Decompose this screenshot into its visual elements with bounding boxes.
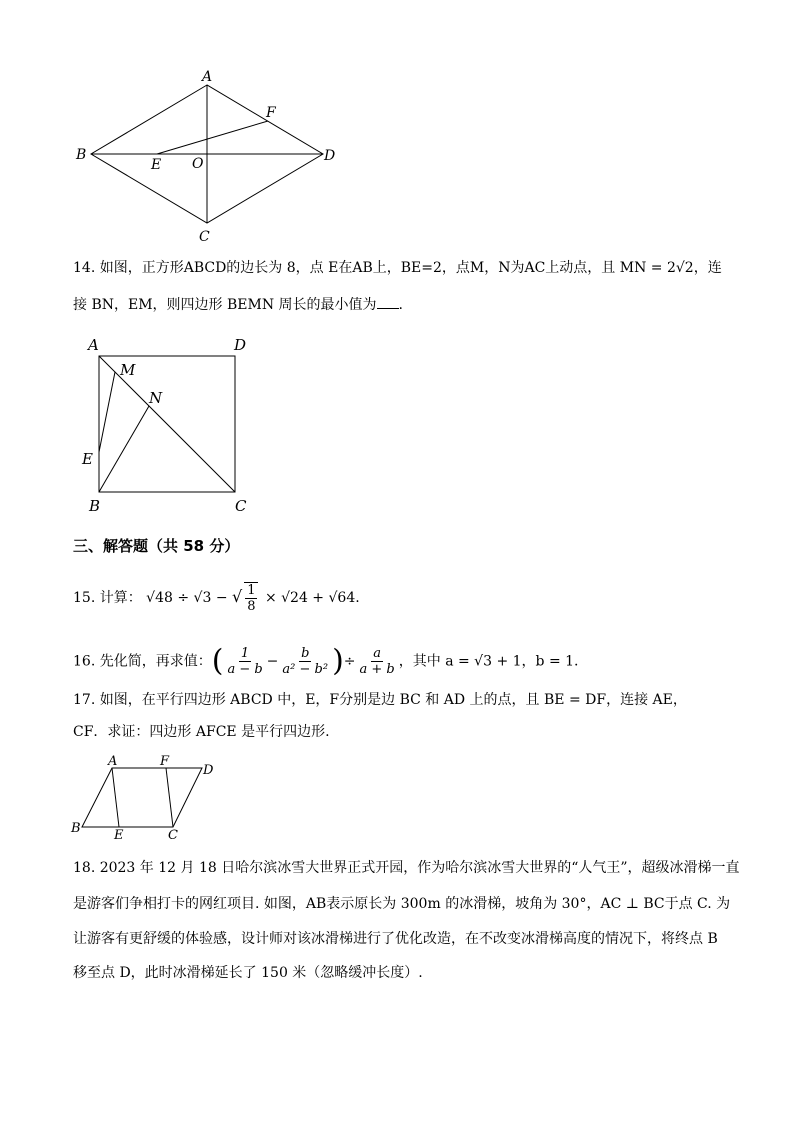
label-a: A [202, 69, 213, 85]
label-f: F [160, 754, 170, 769]
q18-line4: 移至点 D，此时冰滑梯延长了 150 米（忽略缓冲长度）. [73, 965, 423, 981]
q16-frac2 [280, 646, 330, 677]
q18-line3: 让游客有更舒缓的体验感，设计师对该冰滑梯进行了优化改造，在不改变冰滑梯高度的情况下，将终点 B [73, 931, 718, 947]
segment-cf [166, 768, 173, 827]
q16-prefix: 16. 先化简，再求值： [73, 653, 212, 670]
section-heading: 三、解答题（共 58 分） [73, 537, 240, 555]
q16-frac2-num: b [301, 646, 310, 661]
q17-line1: 17. 如图，在平行四边形 ABCD 中，E，F分别是边 BC 和 AD 上的点，且 BE = DF，连接 AE， [73, 692, 687, 708]
segment-ef [157, 121, 268, 154]
label-o: O [192, 156, 204, 172]
q18-line2: 是游客们争相打卡的网红项目. 如图，AB表示原长为 300m 的冰滑梯，坡角为 30°，AC ⊥ BC于点 C. 为 [73, 896, 731, 912]
q15-fraction [244, 582, 258, 614]
parallelogram-outline [82, 768, 202, 827]
q15-frac-den: 8 [247, 599, 256, 614]
label-e: E [82, 450, 93, 468]
square-figure [75, 333, 260, 518]
segment-ae [112, 768, 119, 827]
label-a: A [108, 754, 118, 769]
label-m: M [120, 361, 136, 379]
q16-div: ÷ [343, 653, 356, 670]
q15-term2: × √24 + √64 [264, 590, 356, 606]
q15-term1: √48 ÷ √3 − [146, 590, 228, 606]
label-b: B [71, 821, 81, 836]
label-e: E [114, 828, 124, 843]
q16-frac3 [358, 646, 397, 677]
label-d: D [234, 336, 247, 354]
label-c: C [235, 497, 247, 515]
q16-frac1-num: 1 [240, 646, 250, 661]
q16-frac3-den: a + b [359, 662, 395, 677]
label-d: D [324, 148, 336, 164]
q16-frac1-den: a − b [227, 662, 263, 677]
q16-suffix: ，其中 a = √3 + 1，b = 1. [398, 653, 579, 670]
q15-prefix: 15. 计算： [73, 590, 142, 606]
label-e: E [151, 157, 162, 173]
segment-em [99, 372, 115, 452]
q16-frac3-num: a [373, 646, 382, 661]
label-d: D [203, 763, 214, 778]
q17-line2: CF．求证：四边形 AFCE 是平行四边形. [73, 724, 330, 740]
q14-line2-text: 接 BN，EM，则四边形 BEMN 周长的最小值为 [73, 297, 377, 313]
label-f: F [266, 105, 276, 121]
q14-line1: 14. 如图，正方形ABCD的边长为 8，点 E在AB上，BE=2，点M，N为AC上动点，且 MN = 2√2，连 [73, 260, 722, 276]
label-b: B [76, 147, 87, 163]
q16-frac2-den: a² − b² [282, 662, 329, 677]
segment-bn [99, 406, 149, 492]
label-n: N [149, 389, 163, 407]
label-b: B [89, 497, 101, 515]
q16-minus: − [266, 653, 279, 670]
q14-end: . [398, 297, 403, 313]
q15-line: 15. 计算： √48 ÷ √3 − √ $\frac{1}{8}$ × √24 + √64. [73, 583, 360, 614]
q15-frac-num: 1 [247, 583, 256, 598]
rhombus-figure [70, 65, 350, 250]
label-c: C [199, 229, 210, 245]
q15-end: . [355, 590, 360, 606]
label-c: C [168, 828, 178, 843]
q18-line1: 18. 2023 年 12 月 18 日哈尔滨冰雪大世界正式开园，作为哈尔滨冰雪大世界的“人气王”，超级冰滑梯一直 [73, 860, 740, 876]
parallelogram-figure [68, 752, 228, 844]
q16-line: 16. 先化简，再求值：( $\frac{1}{a - b}$ − $\frac{b}{\text{a² − b²}}$ )÷ $\frac{a}{a + b}$ ，其中 a = √3 + 1，b = 1. [73, 643, 579, 679]
q14-line2 [73, 295, 403, 315]
answer-blank [377, 296, 399, 309]
label-a: A [88, 336, 99, 354]
q16-frac1 [225, 646, 264, 677]
